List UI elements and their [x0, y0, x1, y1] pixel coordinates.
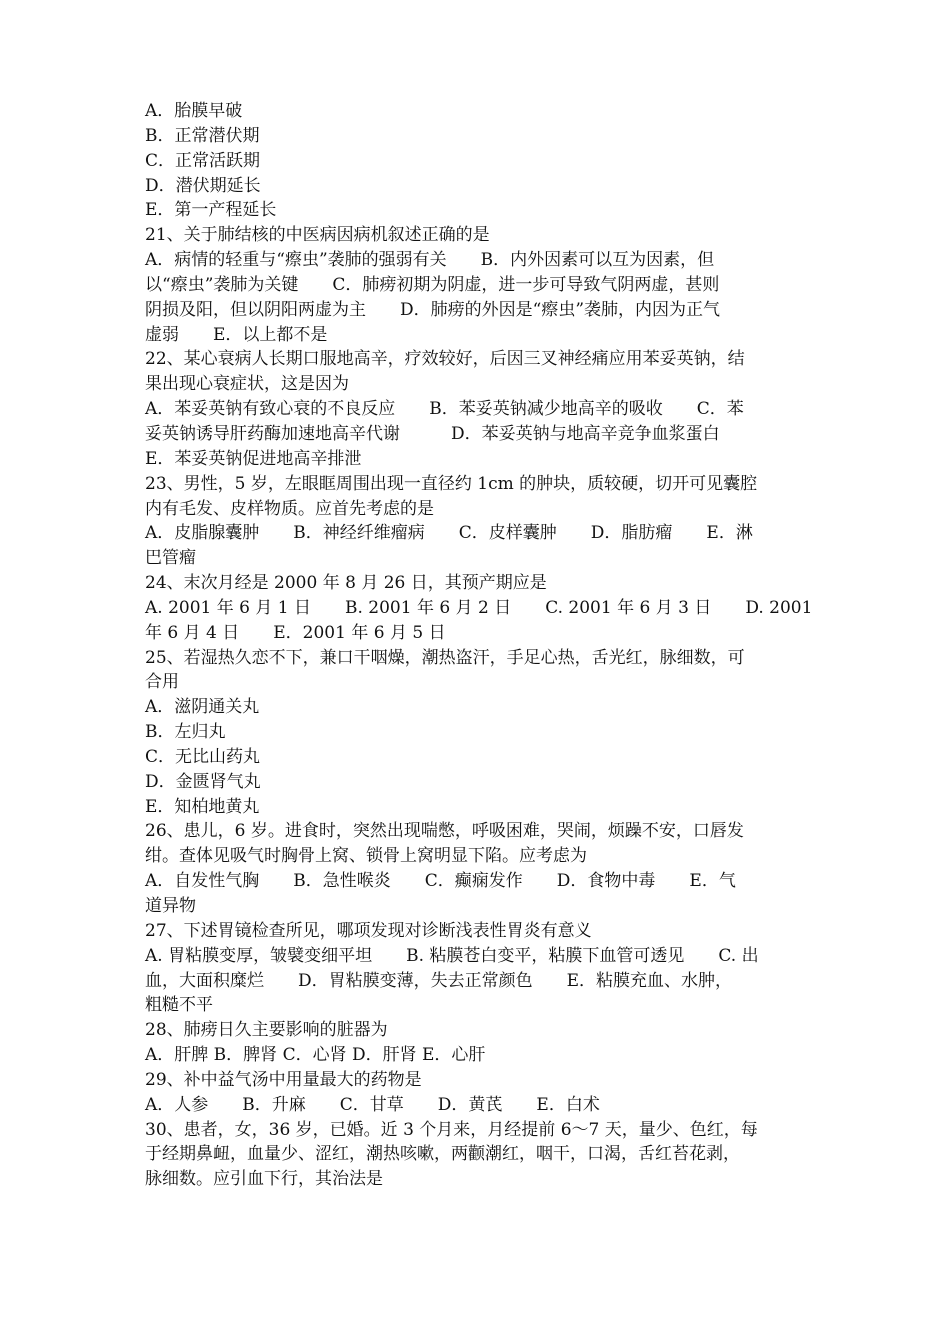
text-line: B．正常潜伏期	[145, 125, 260, 146]
text-line: 年 6 月 4 日 E．2001 年 6 月 5 日	[145, 622, 446, 643]
text-line: 脉细数。应引血下行，其治法是	[145, 1169, 383, 1190]
text-line: A．病情的轻重与“瘵虫”袭肺的强弱有关 B．内外因素可以互为因素，但	[145, 250, 715, 271]
question-30: 30、患者，女，36 岁，已婚。近 3 个月来，月经提前 6～7 天，量少、色红，每	[145, 1119, 758, 1140]
text-line: 血，大面积糜烂 D．胃粘膜变薄，失去正常颜色 E．粘膜充血、水肿，	[145, 970, 733, 991]
text-line: A．人参 B．升麻 C．甘草 D．黄芪 E．白术	[145, 1094, 600, 1115]
text-line: 果出现心衰症状，这是因为	[145, 374, 349, 395]
text-line: E．知柏地黄丸	[145, 796, 260, 817]
text-line: A．苯妥英钠有致心衰的不良反应 B．苯妥英钠减少地高辛的吸收 C．苯	[145, 399, 744, 420]
text-line: 道异物	[145, 896, 196, 916]
text-line: E．苯妥英钠促进地高辛排泄	[145, 448, 362, 469]
text-line: A．滋阴通关丸	[145, 697, 260, 718]
text-line: 阴损及阳，但以阴阳两虚为主 D．肺痨的外因是“瘵虫”袭肺，内因为正气	[145, 299, 721, 320]
text-line: 妥英钠诱导肝药酶加速地高辛代谢 D．苯妥英钠与地高辛竞争血浆蛋白	[145, 423, 720, 444]
question-22: 22、某心衰病人长期口服地高辛，疗效较好，后因三叉神经痛应用苯妥英钠，结	[145, 349, 745, 370]
question-23: 23、男性，5 岁，左眼眶周围出现一直径约 1cm 的肿块，质较硬，切开可见囊腔	[145, 473, 758, 494]
text-line: A. 2001 年 6 月 1 日 B. 2001 年 6 月 2 日 C. 2001 年 6 月 3 日 D. 2001	[145, 597, 813, 618]
text-line: A．自发性气胸 B．急性喉炎 C．癫痫发作 D．食物中毒 E．气	[145, 871, 736, 892]
question-21: 21、关于肺结核的中医病因病机叙述正确的是	[145, 225, 490, 246]
text-line: A．皮脂腺囊肿 B．神经纤维瘤病 C．皮样囊肿 D．脂肪瘤 E．淋	[145, 523, 753, 544]
text-line: D．金匮肾气丸	[145, 771, 261, 792]
text-line: A．肝脾 B．脾肾 C．心肾 D．肝肾 E．心肝	[145, 1045, 486, 1066]
question-24: 24、末次月经是 2000 年 8 月 26 日，其预产期应是	[145, 573, 547, 594]
question-28: 28、肺痨日久主要影响的脏器为	[145, 1020, 388, 1041]
text-line: 虚弱 E．以上都不是	[145, 324, 328, 345]
text-line: A．胎膜早破	[145, 101, 243, 121]
question-29: 29、补中益气汤中用量最大的药物是	[145, 1069, 422, 1090]
text-line: B．左归丸	[145, 722, 226, 743]
text-line: 以“瘵虫”袭肺为关键 C．肺痨初期为阴虚，进一步可导致气阴两虚，甚则	[145, 274, 720, 295]
text-line: E．第一产程延长	[145, 200, 277, 221]
question-26: 26、患儿，6 岁。进食时，突然出现喘憋，呼吸困难，哭闹，烦躁不安，口唇发	[145, 821, 744, 842]
question-27: 27、下述胃镜检查所见，哪项发现对诊断浅表性胃炎有意义	[145, 920, 592, 941]
text-line: 于经期鼻衄，血量少、涩红，潮热咳嗽，两颧潮红，咽干，口渴，舌红苔花剥，	[145, 1144, 740, 1165]
text-line: A. 胃粘膜变厚，皱襞变细平坦 B. 粘膜苍白变平，粘膜下血管可透见 C. 出	[145, 945, 759, 966]
document-page	[145, 99, 815, 1192]
question-25: 25、若湿热久恋不下，兼口干咽燥，潮热盗汗，手足心热，舌光红，脉细数，可	[145, 647, 745, 668]
text-line: 粗糙不平	[145, 995, 213, 1016]
text-line: 合用	[145, 672, 179, 693]
text-line: C．无比山药丸	[145, 746, 261, 767]
text-line: D．潜伏期延长	[145, 175, 261, 196]
text-line: 巴管瘤	[145, 548, 196, 569]
text-line: C．正常活跃期	[145, 150, 261, 171]
text-line: 绀。查体见吸气时胸骨上窝、锁骨上窝明显下陷。应考虑为	[145, 846, 587, 867]
text-line: 内有毛发、皮样物质。应首先考虑的是	[145, 498, 434, 519]
